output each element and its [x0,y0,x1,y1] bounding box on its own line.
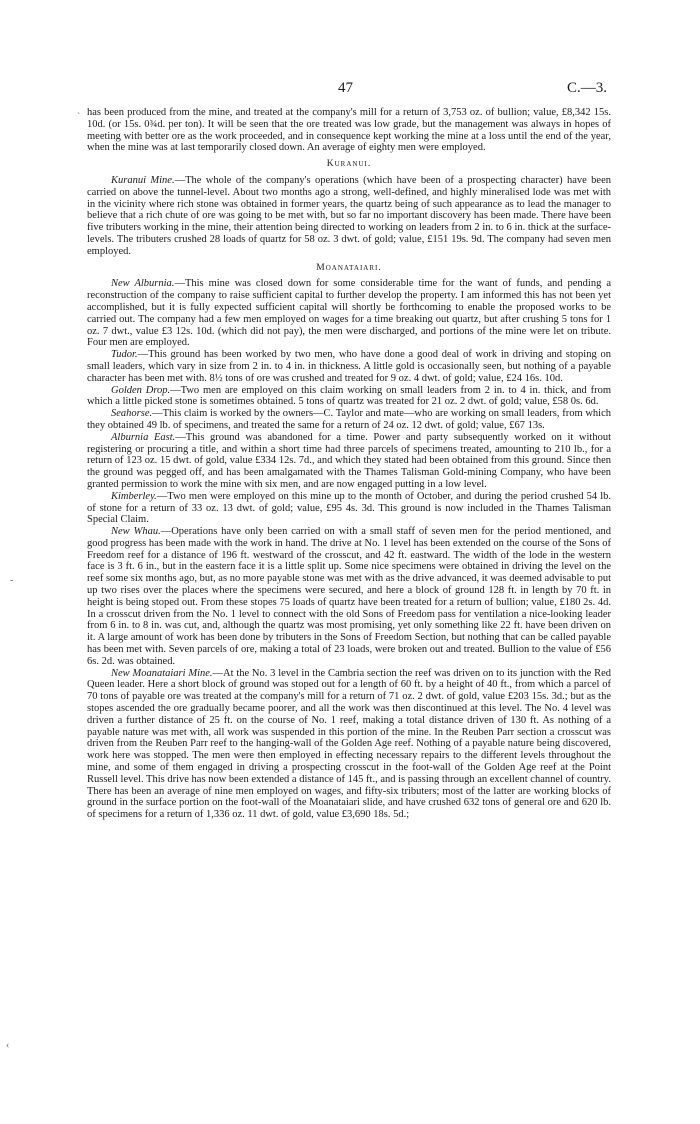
paragraph-new-whau: New Whau.—Operations have only been carried on with a small staff of seven men for the period mentioned, and good progress has been made with the work in hand. The drive at No. 1 level has been extended on the course of the Sons of Freedom reef for a distance of 196 ft. westward of the crosscut, and 42 ft. eastward. The width of the lode in the western face is 3 ft. 6 in., but in the eastern face it is a little split up. Some nice specimens were obtained in driving the level on the reef some six months ago, but, as no more payable stone was met with as the drive advanced, it was deemed advisable to put up two rises over the places where the specimens were secured, and here a block of ground 128 ft. in length by 70 ft. in height is being stoped out. From these stopes 75 loads of quartz have been treated for a return of bullion; value, £180 2s. 4d. In a crosscut driven from the No. 1 level to connect with the old Sons of Freedom pass for ventilation a nice-looking leader from 6 in. to 8 in. was cut, and, although the quartz was most promising, yet only something like 22 ft. have been driven on it. A large amount of work has been done by tributers in the Sons of Freedom Section, but nothing that can be called payable has been met with. Seven parcels of ore, making a total of 23 loads, were broken out and treated. Bullion to the value of £56 6s. 2d. was obtained. [87,526,611,667]
paragraph-title: Kimberley. [111,490,157,502]
paragraph-kimberley: Kimberley.—Two men were employed on this mine up to the month of October, and during the period crushed 54 lb. of stone for a return of 33 oz. 13 dwt. of gold; value, £95 4s. 3d. This ground is now included in the Thames Talisman Special Claim. [87,490,611,526]
paragraph-seahorse: Seahorse.—This claim is worked by the owners—C. Taylor and mate—who are working on small leaders, from which they obtained 49 lb. of specimens, and treated the same for a return of 24 oz. 12 dwt. of gold; value, £67 13s. [87,408,611,431]
paragraph-golden-drop: Golden Drop.—Two men are employed on this claim working on small leaders from 2 in. to 4 in. thick, and from which a little picked stone is sometimes obtained. 5 tons of quartz was treated for 21 oz. 2 dwt. of gold; value, £58 0s. 6d. [87,384,611,408]
paragraph-tudor: Tudor.—This ground has been worked by two men, who have done a good deal of work in driving and stoping on small leaders, which vary in size from 2 in. to 4 in. in thickness. A little gold is occasionally seen, but nothing of a payable character has been met with. 8½ tons of ore was crushed and treated for 9 oz. 4 dwt. of gold; value, £24 16s. 10d. [87,349,611,384]
document-code: C.—3. [567,80,608,96]
paragraph-new-alburnia: New Alburnia.—This mine was closed down for some considerable time for the want of funds, and pending a reconstruction of the company to raise sufficient capital to further develop the property. I am informed this has not been yet accomplished, but it is fully expected sufficient capital will shortly be forthcoming to enable the proposed works to be carried out. The company had a few men employed on wages for a time breaking out quartz, but after crushing 5 tons for 1 oz. 7 dwt., value £3 12s. 10d. (which did not pay), the men were discharged, and portions of the mine were let on tribute. Four men are employed. [87,278,611,349]
paragraph-title: Seahorse. [111,408,153,420]
margin-mark: ‐ [10,575,14,586]
section-heading-moanataiari: Moanataiari. [316,262,382,273]
margin-mark: ‹ [6,1040,10,1051]
margin-mark: ˋ [77,112,81,123]
paragraph-new-moanataiari-mine: New Moanataiari Mine.—At the No. 3 level in the Cambria section the reef was driven on to its junction with the Red Queen leader. Here a short block of ground was stoped out for a length of 60 ft. by a height of 40 ft., from which a parcel of 70 tons of payable ore was treated at the company's mill for a return of 71 oz. 2 dwt. of gold, value £203 15s. 3d.; but as the stopes ascended the ore gradually became poorer, and all the work was then discontinued at this level. The No. 4 level was driven a further distance of 25 ft. on the course of No. 1 reef, making a total distance driven of 130 ft. As nothing of a payable nature was met with, all work was suspended in this portion of the mine. In the Reuben Parr section a crosscut was driven from the Reuben Parr reef to the hanging-wall of the Golden Age reef. Nothing of a payable nature being discovered, work here was stopped. The men were then employed in effecting necessary repairs to the different levels throughout the mine, and some of them engaged in driving a prospecting crosscut in the foot-wall of the Golden Age reef at the Point Russell level. This drive has now been extended a distance of 145 ft., and is passing through an excellent channel of country. There has been an average of nine men employed on wages, and fifty-six tributers; most of the latter are working blocks of ground in the surface portion on the foot-wall of the Moanataiari slide, and have crushed 632 tons of general ore and 620 lb. of specimens for a return of 1,336 oz. 11 dwt. of gold, value £3,690 18s. 5d.; [87,667,611,821]
page-number: 47 [338,80,353,96]
section-heading-kuranui: Kuranui. [326,159,372,170]
paragraph-kuranui-mine: Kuranui Mine.—The whole of the company's operations (which have been of a prospecting character) have been carried on above the tunnel-level. About two months ago a strong, well-defined, and highly mineralised lode was met with in the vicinity where rich stone was obtained in former years, the quartz being of such appearance as to lead the manager to believe that a rich chute of ore was going to be met with, but so far no important discovery has been made. There have been five tributers working in the mine, their attention being directed to working on leaders from 2 in. to 6 in. thick at the surface-levels. The tributers crushed 28 loads of quartz for 58 oz. 3 dwt. of gold; value, £151 19s. 9d. The company had seven men employed. [87,174,611,257]
paragraph-title: Tudor. [111,349,138,361]
paragraph-title: Golden Drop. [111,384,171,396]
document-body [87,107,611,821]
paragraph-continuation: has been produced from the mine, and treated at the company's mill for a return of 3,753 oz. of bullion; value, £8,342 15s. 10d. (or 15s. 0¾d. per ton). It will be seen that the ore treated was low grade, but the management was always in hopes of meeting with better ore as the work proceeded, and in consequence kept working the mine at a loss until the end of the year, when the mine was at last temporarily closed down. An average of eighty men were employed. [87,107,611,154]
paragraph-title: Alburnia East. [111,431,176,443]
paragraph-title: Kuranui Mine. [111,174,175,186]
paragraph-alburnia-east: Alburnia East.—This ground was abandoned for a time. Power and party subsequently worked on it without registering or procuring a title, and within a short time had three parcels of specimens treated, amounting to 210 lb., for a return of 123 oz. 15 dwt. of gold, value £334 12s. 7d., and which they stated had been obtained from this ground. Since then the ground was pegged off, and has been amalgamated with the Thames Talisman Gold-mining Company, who have been granted permission to work the mine with six men, and are now engaged putting in a low level. [87,431,611,490]
paragraph-title: New Moanataiari Mine. [111,667,213,679]
paragraph-title: New Alburnia. [111,278,175,290]
paragraph-title: New Whau. [111,526,161,538]
